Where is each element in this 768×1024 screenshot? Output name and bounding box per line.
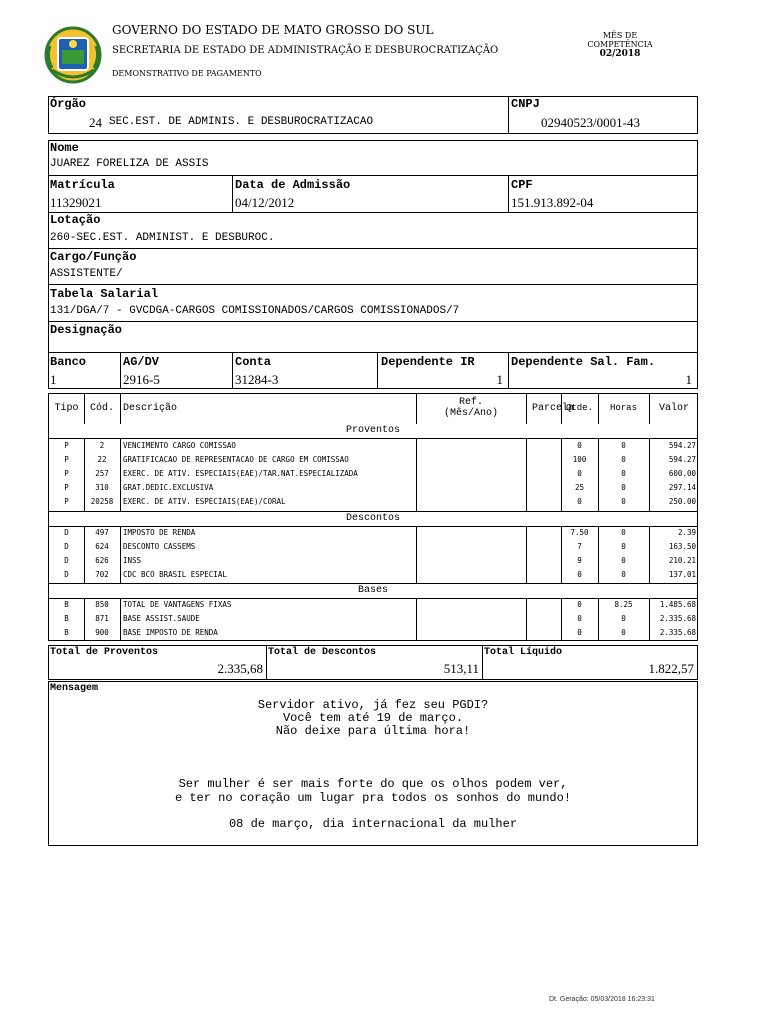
government-title: GOVERNO DO ESTADO DE MATO GROSSO DO SUL bbox=[112, 23, 434, 37]
cell-cod: 310 bbox=[95, 483, 109, 492]
total-liquido-box bbox=[482, 645, 698, 680]
competence-block bbox=[578, 31, 662, 59]
cell-tipo: D bbox=[64, 528, 69, 537]
cell-tipo: D bbox=[64, 542, 69, 551]
cpf-box bbox=[508, 175, 698, 213]
table-row bbox=[49, 568, 697, 582]
orgao-label: Órgão bbox=[50, 97, 87, 111]
cell-desc: VENCIMENTO CARGO COMISSAO bbox=[123, 441, 236, 450]
tabela-label: Tabela Salarial bbox=[50, 287, 159, 301]
table-row bbox=[49, 554, 697, 568]
mensagem-line-4: Ser mulher é ser mais forte do que os olhos podem ver, bbox=[178, 777, 568, 791]
cell-qtde: 0 bbox=[577, 497, 582, 506]
cell-tipo: P bbox=[64, 497, 69, 506]
cell-valor: 594.27 bbox=[668, 455, 696, 464]
cell-tipo: B bbox=[64, 600, 69, 609]
col-header-valor: Valor bbox=[658, 403, 689, 414]
cell-cod: 20258 bbox=[90, 497, 114, 506]
nome-box bbox=[48, 140, 698, 176]
admissao-value: 04/12/2012 bbox=[235, 195, 295, 210]
cell-valor: 594.27 bbox=[668, 441, 696, 450]
cell-cod: 702 bbox=[95, 570, 109, 579]
col-header-ref-line1: Ref. bbox=[458, 397, 483, 408]
tabela-box bbox=[48, 284, 698, 322]
conta-label: Conta bbox=[235, 355, 272, 369]
cell-desc: EXERC. DE ATIV. ESPECIAIS(EAE)/CORAL bbox=[123, 497, 286, 506]
nome-label: Nome bbox=[50, 141, 79, 155]
section-proventos-band bbox=[49, 424, 697, 439]
table-row bbox=[49, 453, 697, 467]
cell-tipo: D bbox=[64, 556, 69, 565]
cell-tipo: P bbox=[64, 455, 69, 464]
agdv-label: AG/DV bbox=[123, 355, 160, 369]
matricula-label: Matrícula bbox=[50, 178, 115, 192]
section-descontos-band bbox=[49, 511, 697, 527]
cell-valor: 163.50 bbox=[668, 542, 696, 551]
mensagem-line-2: Você tem até 19 de março. bbox=[282, 711, 464, 725]
total-descontos-value: 513,11 bbox=[443, 661, 479, 676]
cell-cod: 871 bbox=[95, 614, 109, 623]
cell-valor: 2.335.68 bbox=[659, 628, 696, 637]
table-row bbox=[49, 626, 697, 640]
cell-valor: 1.485.68 bbox=[659, 600, 696, 609]
cell-qtde: 0 bbox=[577, 469, 582, 478]
cell-horas: 0 bbox=[621, 441, 626, 450]
agdv-value: 2916-5 bbox=[123, 372, 160, 387]
designacao-box bbox=[48, 321, 698, 353]
cell-qtde: 0 bbox=[577, 441, 582, 450]
cell-valor: 137.01 bbox=[668, 570, 696, 579]
mensagem-line-5: e ter no coração um lugar pra todos os sonhos do mundo! bbox=[174, 791, 572, 805]
cell-valor: 210.21 bbox=[668, 556, 696, 565]
state-coat-of-arms-icon bbox=[44, 26, 102, 84]
mensagem-box bbox=[48, 681, 698, 846]
mensagem-label: Mensagem bbox=[50, 683, 99, 694]
cell-qtde: 7.50 bbox=[570, 528, 589, 537]
cell-qtde: 0 bbox=[577, 628, 582, 637]
bases-rows bbox=[49, 598, 697, 640]
section-proventos-title: Proventos bbox=[345, 425, 400, 436]
cell-qtde: 7 bbox=[577, 542, 582, 551]
cell-qtde: 0 bbox=[577, 570, 582, 579]
cell-qtde: 0 bbox=[577, 600, 582, 609]
orgao-value: SEC.EST. DE ADMINIS. E DESBUROCRATIZACAO bbox=[109, 116, 374, 128]
cargo-box bbox=[48, 248, 698, 285]
cell-valor: 2.39 bbox=[677, 528, 696, 537]
cell-cod: 497 bbox=[95, 528, 109, 537]
cell-cod: 626 bbox=[95, 556, 109, 565]
cell-cod: 2 bbox=[99, 441, 105, 450]
section-descontos-title: Descontos bbox=[345, 513, 400, 524]
conta-box bbox=[232, 352, 378, 389]
total-proventos-label: Total de Proventos bbox=[50, 647, 159, 658]
cell-horas: 0 bbox=[621, 528, 626, 537]
lotacao-box bbox=[48, 212, 698, 249]
cell-tipo: B bbox=[64, 614, 69, 623]
cpf-value: 151.913.892-04 bbox=[511, 195, 594, 210]
cell-valor: 297.14 bbox=[668, 483, 696, 492]
agdv-box bbox=[120, 352, 233, 389]
section-bases-band bbox=[49, 583, 697, 599]
table-row bbox=[49, 526, 697, 540]
cell-cod: 257 bbox=[95, 469, 109, 478]
cell-qtde: 0 bbox=[577, 614, 582, 623]
document-type: DEMONSTRATIVO DE PAGAMENTO bbox=[112, 69, 262, 78]
cnpj-box bbox=[508, 96, 698, 134]
mensagem-line-1: Servidor ativo, já fez seu PGDI? bbox=[257, 698, 489, 712]
cargo-label: Cargo/Função bbox=[50, 250, 137, 264]
col-header-parcela: Parcela bbox=[531, 403, 574, 414]
cpf-label: CPF bbox=[511, 178, 533, 192]
cell-desc: CDC BCO BRASIL ESPECIAL bbox=[123, 570, 227, 579]
matricula-value: 11329021 bbox=[50, 195, 102, 210]
total-descontos-label: Total de Descontos bbox=[268, 647, 377, 658]
dependente-salfam-box bbox=[508, 352, 698, 389]
cell-desc: DESCONTO CASSEMS bbox=[123, 542, 196, 551]
col-header-ref-line2: (Mês/Ano) bbox=[443, 408, 498, 419]
conta-value: 31284-3 bbox=[235, 372, 279, 387]
total-liquido-label: Total Líquido bbox=[484, 647, 563, 658]
descontos-rows bbox=[49, 526, 697, 582]
table-row bbox=[49, 598, 697, 612]
banco-label: Banco bbox=[50, 355, 87, 369]
col-header-tipo: Tipo bbox=[54, 403, 79, 414]
cell-horas: 0 bbox=[621, 628, 626, 637]
cell-qtde: 9 bbox=[577, 556, 582, 565]
cell-qtde: 100 bbox=[572, 455, 587, 464]
col-header-horas: Horas bbox=[609, 403, 637, 413]
cell-horas: 8.25 bbox=[614, 600, 633, 609]
cell-tipo: D bbox=[64, 570, 69, 579]
cell-tipo: P bbox=[64, 441, 69, 450]
cell-horas: 0 bbox=[621, 556, 626, 565]
generation-timestamp: Dt. Geração: 05/03/2018 16:23:31 bbox=[549, 996, 655, 1003]
cargo-value: ASSISTENTE/ bbox=[50, 268, 123, 280]
cnpj-label: CNPJ bbox=[511, 97, 540, 111]
table-row bbox=[49, 495, 697, 509]
cell-cod: 624 bbox=[95, 542, 109, 551]
cell-cod: 850 bbox=[95, 600, 109, 609]
proventos-rows bbox=[49, 439, 697, 511]
total-proventos-value: 2.335,68 bbox=[217, 661, 263, 676]
secretariat-title: SECRETARIA DE ESTADO DE ADMINISTRAÇÃO E DESBUROCRATIZAÇÃO bbox=[112, 45, 499, 56]
cell-desc: INSS bbox=[123, 556, 142, 565]
dependente-salfam-value: 1 bbox=[685, 372, 692, 387]
cell-horas: 0 bbox=[621, 497, 626, 506]
table-row bbox=[49, 540, 697, 554]
cell-horas: 0 bbox=[621, 455, 626, 464]
cell-desc: IMPOSTO DE RENDA bbox=[123, 528, 196, 537]
cell-desc: GRATIFICACAO DE REPRESENTACAO DE CARGO EM COMISSAO bbox=[123, 455, 349, 464]
cell-valor: 250.00 bbox=[668, 497, 696, 506]
admissao-box bbox=[232, 175, 509, 213]
col-header-descricao: Descrição bbox=[123, 403, 178, 414]
designacao-label: Designação bbox=[50, 323, 123, 337]
items-table bbox=[48, 393, 698, 641]
cell-horas: 0 bbox=[621, 570, 626, 579]
section-bases-title: Bases bbox=[357, 585, 388, 596]
cell-horas: 0 bbox=[621, 542, 626, 551]
col-header-qtde: Qtde. bbox=[565, 403, 593, 413]
cell-valor: 600.00 bbox=[668, 469, 696, 478]
cell-valor: 2.335.68 bbox=[659, 614, 696, 623]
dependente-ir-value: 1 bbox=[496, 372, 503, 387]
col-header-cod: Cód. bbox=[89, 403, 114, 414]
table-row bbox=[49, 481, 697, 495]
cnpj-value: 02940523/0001-43 bbox=[541, 115, 640, 130]
cell-desc: GRAT.DEDIC.EXCLUSIVA bbox=[123, 483, 214, 492]
competence-label-1: MÊS DE bbox=[602, 31, 638, 40]
banco-value: 1 bbox=[50, 372, 57, 387]
dependente-ir-label: Dependente IR bbox=[381, 355, 475, 369]
total-proventos-box bbox=[48, 645, 267, 680]
competence-label-2: COMPETÊNCIA bbox=[587, 40, 653, 49]
cell-tipo: P bbox=[64, 483, 69, 492]
tabela-value: 131/DGA/7 - GVCDGA-CARGOS COMISSIONADOS/CARGOS COMISSIONADOS/7 bbox=[50, 305, 460, 317]
dependente-ir-box bbox=[377, 352, 509, 389]
cell-horas: 0 bbox=[621, 614, 626, 623]
cell-tipo: B bbox=[64, 628, 69, 637]
admissao-label: Data de Admissão bbox=[235, 178, 351, 192]
cell-qtde: 25 bbox=[574, 483, 585, 492]
cell-cod: 22 bbox=[97, 455, 107, 464]
cell-desc: EXERC. DE ATIV. ESPECIAIS(EAE)/TAR.NAT.ESPECIALIZADA bbox=[123, 469, 358, 478]
cell-horas: 0 bbox=[621, 469, 626, 478]
dependente-salfam-label: Dependente Sal. Fam. bbox=[511, 355, 656, 369]
orgao-code: 24 bbox=[89, 115, 102, 130]
matricula-box bbox=[48, 175, 233, 213]
cell-desc: BASE IMPOSTO DE RENDA bbox=[123, 628, 218, 637]
cell-horas: 0 bbox=[621, 483, 626, 492]
total-descontos-box bbox=[266, 645, 483, 680]
table-row bbox=[49, 439, 697, 453]
cell-tipo: P bbox=[64, 469, 69, 478]
competence-value: 02/2018 bbox=[599, 49, 641, 59]
cell-desc: BASE ASSIST.SAUDE bbox=[123, 614, 200, 623]
nome-value: JUAREZ FORELIZA DE ASSIS bbox=[50, 158, 209, 170]
mensagem-line-6: 08 de março, dia internacional da mulher bbox=[228, 817, 518, 831]
lotacao-label: Lotação bbox=[50, 213, 101, 227]
banco-box bbox=[48, 352, 121, 389]
cell-cod: 900 bbox=[95, 628, 109, 637]
lotacao-value: 260-SEC.EST. ADMINIST. E DESBUROC. bbox=[50, 232, 275, 244]
mensagem-line-3: Não deixe para última hora! bbox=[275, 724, 471, 738]
table-row bbox=[49, 612, 697, 626]
table-row bbox=[49, 467, 697, 481]
orgao-box bbox=[48, 96, 509, 134]
cell-desc: TOTAL DE VANTAGENS FIXAS bbox=[123, 600, 232, 609]
total-liquido-value: 1.822,57 bbox=[648, 661, 694, 676]
